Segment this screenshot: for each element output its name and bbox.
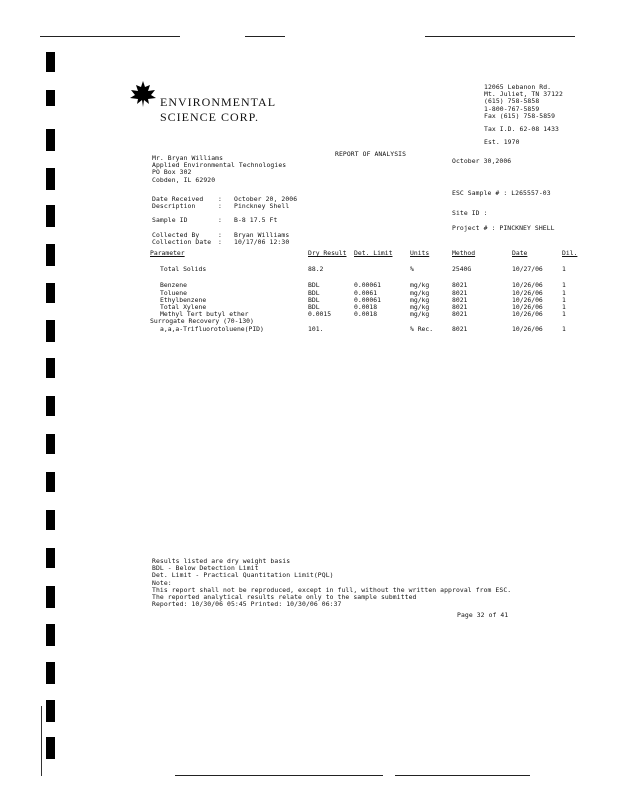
field-value: Bryan Williams: [234, 230, 290, 239]
bottom-scan-line: [175, 775, 383, 776]
cell-result: BDL: [308, 303, 320, 312]
report-title: REPORT OF ANALYSIS: [335, 150, 407, 158]
cell-limit: 0.0018: [354, 310, 378, 319]
cell-result: 101.: [308, 324, 324, 333]
cell-units: % Rec.: [410, 324, 434, 333]
cell-parameter: Benzene: [160, 281, 187, 290]
field-separator: :: [218, 216, 222, 225]
tax-id: Tax I.D. 62-08 1433: [484, 125, 560, 133]
field-label: Sample ID: [152, 216, 188, 225]
cell-date: 10/26/06: [512, 288, 543, 297]
cell-limit: 0.00061: [354, 281, 381, 290]
client-line: Mr. Bryan Williams: [152, 154, 224, 162]
cell-method: 8021: [452, 303, 468, 312]
cell-date: 10/26/06: [512, 324, 543, 333]
cell-method: 8021: [452, 324, 468, 333]
cell-parameter: Total Xylene: [160, 303, 207, 312]
cell-date: 10/26/06: [512, 303, 543, 312]
company-name-line2: SCIENCE CORP.: [160, 110, 260, 124]
table-row: [150, 326, 582, 333]
established-year: Est. 1970: [484, 138, 520, 146]
field-label: Collected By: [152, 230, 200, 239]
cell-units: mg/kg: [410, 310, 430, 319]
company-name-line1: ENVIRONMENTAL: [160, 95, 277, 109]
table-header-row: [150, 250, 582, 257]
info-row: [152, 217, 297, 224]
cell-limit: [354, 266, 410, 273]
footer-line: This report shall not be reproduced, except in full, without the written approval from ESC.: [152, 585, 512, 594]
client-line: Applied Environmental Technologies: [152, 161, 287, 170]
cell-date: 10/26/06: [512, 281, 543, 290]
cell-result: BDL: [308, 288, 320, 297]
cell-parameter: a,a,a-Trifluorotoluene(PID): [160, 324, 264, 333]
field-value: October 20, 2006: [234, 195, 298, 203]
field-separator: :: [218, 195, 222, 203]
top-scan-line: [245, 36, 285, 37]
address-line: (615) 758-5858: [484, 97, 540, 106]
cell-result: BDL: [308, 295, 320, 304]
bottom-scan-line: [395, 775, 530, 776]
cell-date: 10/26/06: [512, 295, 543, 304]
cell-result: 0.0015: [308, 310, 332, 319]
footer-line: BDL - Below Detection Limit: [152, 564, 259, 573]
field-label: Collection Date: [152, 237, 212, 246]
field-value: 10/17/06 12:30: [234, 237, 290, 246]
cell-limit: 0.0061: [354, 288, 378, 297]
cell-units: mg/kg: [410, 288, 430, 297]
field-separator: :: [218, 230, 222, 239]
cell-limit: 0.0018: [354, 303, 378, 312]
cell-units: mg/kg: [410, 295, 430, 304]
cell-dilution: 1: [562, 303, 566, 312]
cell-method: 8021: [452, 288, 468, 297]
cell-parameter: Total Solids: [160, 265, 207, 274]
page-number: Page 32 of 41: [457, 611, 509, 619]
project-number: Project # : PINCKNEY SHELL: [452, 224, 555, 232]
field-value: B-8 17.5 Ft: [234, 216, 278, 225]
address-line: Mt. Juliet, TN 37122: [484, 90, 563, 99]
column-header: Det. Limit: [354, 249, 393, 257]
cell-limit: 0.00061: [354, 295, 381, 304]
footer-line: The reported analytical results relate only to the sample submitted: [152, 593, 417, 602]
address-line: 12065 Lebanon Rd.: [484, 83, 552, 91]
field-label: Description: [152, 202, 196, 211]
cell-method: 8021: [452, 310, 468, 319]
footer-line: Det. Limit - Practical Quantitation Limit(PQL): [152, 571, 334, 580]
cell-method: 8021: [452, 281, 468, 290]
footer-line: Note:: [152, 578, 172, 587]
client-line: Cobden, IL 62920: [152, 175, 216, 184]
cell-result: 88.2: [308, 265, 324, 274]
column-header: Method: [452, 249, 476, 257]
column-header: Units: [410, 249, 430, 257]
cell-parameter: Toluene: [160, 288, 187, 297]
cell-dilution: 1: [562, 324, 566, 333]
client-line: PO Box 302: [152, 168, 192, 177]
left-edge-line: [41, 706, 42, 776]
info-row: [152, 239, 297, 246]
column-header: Dil.: [562, 249, 578, 257]
maple-leaf-logo: [128, 80, 158, 108]
company-address: [484, 84, 563, 120]
site-id: Site ID :: [452, 209, 488, 217]
cell-date: 10/26/06: [512, 310, 543, 319]
field-value: Pinckney Shell: [234, 202, 290, 211]
field-label: Date Received: [152, 195, 204, 203]
field-separator: :: [218, 237, 222, 246]
address-line: Fax (615) 758-5859: [484, 111, 556, 120]
column-header: Date: [512, 249, 528, 257]
top-scan-line: [40, 36, 180, 37]
cell-result: BDL: [308, 281, 320, 290]
footer-line: Results listed are dry weight basis: [152, 557, 291, 565]
field-separator: :: [218, 202, 222, 211]
cell-limit: [354, 318, 410, 325]
footer-line: Reported: 10/30/06 05:45 Printed: 10/30/06 06:37: [152, 600, 342, 609]
sample-info: [152, 196, 297, 246]
cell-parameter: Methyl Tert butyl ether: [160, 310, 249, 319]
cell-parameter: Ethylbenzene: [160, 295, 207, 304]
cell-date: 10/27/06: [512, 265, 543, 274]
cell-method: 8021: [452, 295, 468, 304]
top-scan-line: [425, 36, 575, 37]
cell-units: mg/kg: [410, 303, 430, 312]
esc-sample-number: ESC Sample # : L265557-03: [452, 189, 551, 197]
column-header: Parameter: [150, 249, 185, 257]
cell-dilution: 1: [562, 265, 566, 274]
cell-dilution: 1: [562, 310, 566, 319]
cell-units: mg/kg: [410, 281, 430, 290]
footer-notes: [152, 558, 511, 608]
cell-units: %: [410, 265, 414, 274]
report-date: October 30,2006: [452, 157, 512, 165]
cell-dilution: 1: [562, 281, 566, 290]
cell-limit: [354, 326, 410, 333]
results-table: [150, 250, 582, 333]
cell-parameter: Surrogate Recovery (70-130): [150, 317, 254, 326]
cell-dilution: 1: [562, 288, 566, 297]
client-address: [152, 155, 286, 184]
table-row: [150, 266, 582, 273]
cell-dilution: 1: [562, 295, 566, 304]
column-header: Dry Result: [308, 249, 347, 257]
address-line: 1-800-767-5859: [484, 104, 540, 113]
cell-method: 2540G: [452, 265, 472, 274]
info-row: [152, 203, 297, 210]
